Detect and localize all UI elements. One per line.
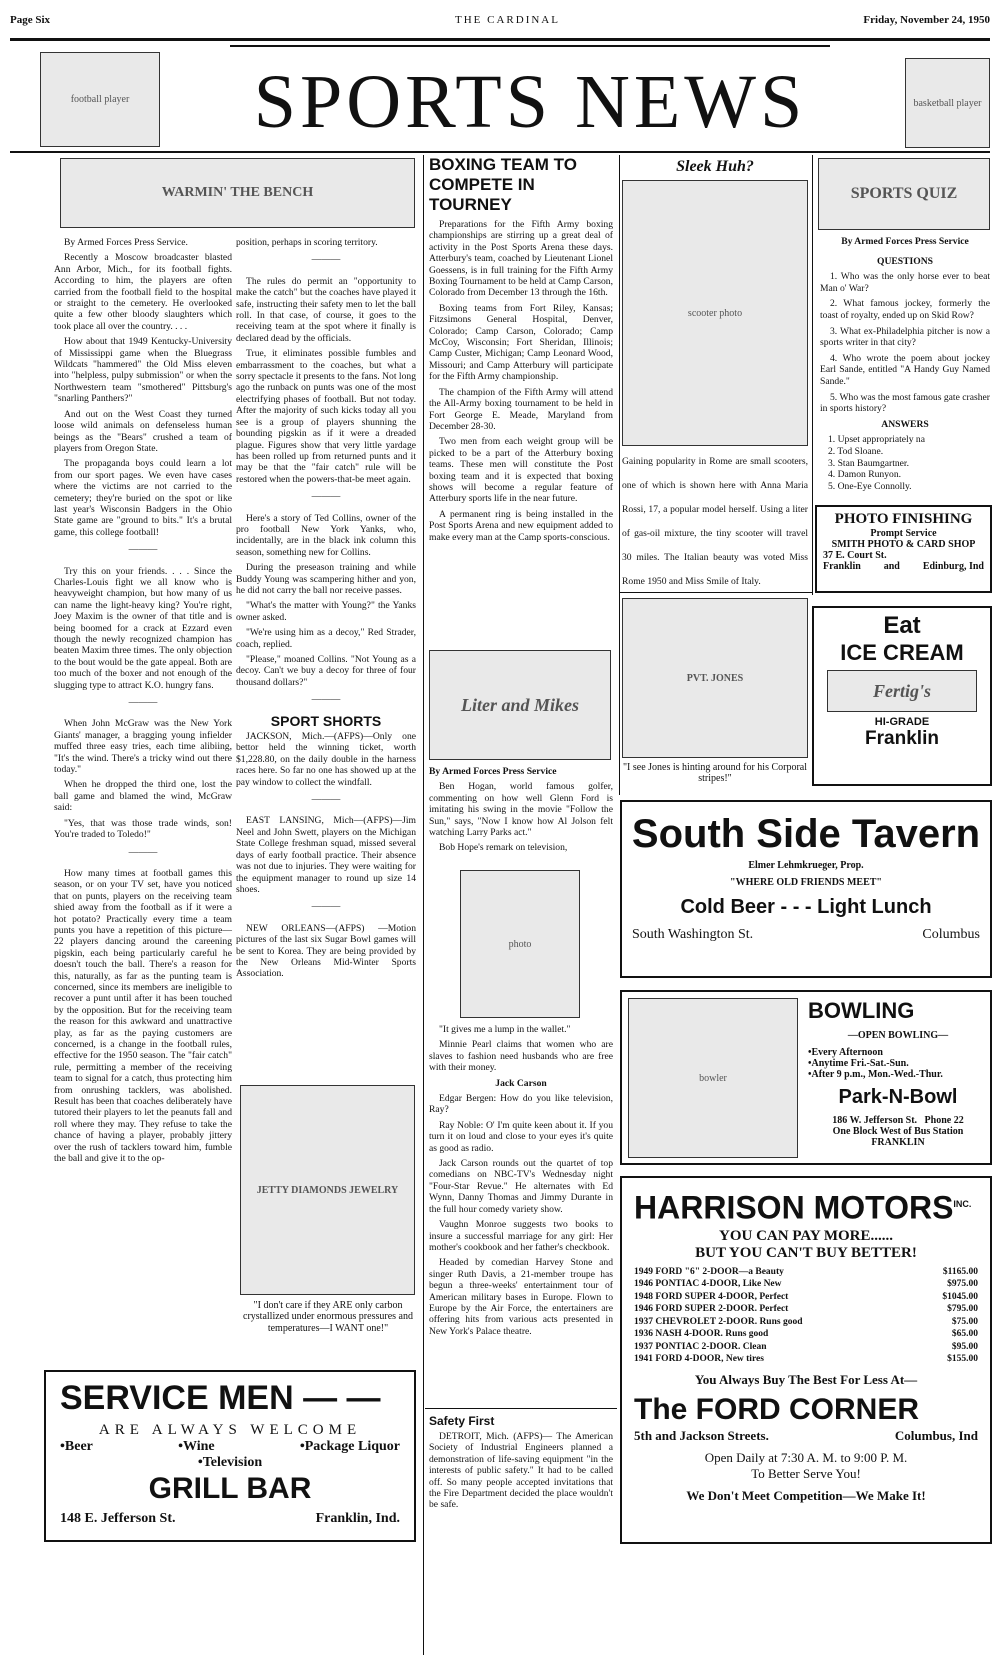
paragraph: Jack Carson rounds out the quartet of top comedians on NBC-TV's Wednesday night "Four-Star Revue." He alternates with Ed Wynn, Danny Thomas and Jimmy Durante in the full hour comedy variety show. (429, 1158, 613, 1215)
paragraph: "Yes, that was those trade winds, son! You're traded to Toledo!" (54, 817, 232, 841)
ad-line: Franklin (865, 728, 939, 749)
car-list (634, 1266, 978, 1366)
paragraph: "We're using him as a decoy," Red Strader, coach, replied. (236, 627, 416, 650)
paragraph: When he dropped the third one, lost the ball game and blamed the wind, McGraw said: (54, 779, 232, 814)
byline: By Armed Forces Press Service (429, 766, 557, 777)
pvt-jones-caption: "I see Jones is hinting around for his Corporal stripes!" (622, 762, 808, 785)
answers-heading: ANSWERS (881, 418, 929, 430)
paragraph: Minnie Pearl claims that women who are slaves to fashion need husbands who are free with their money. (429, 1039, 613, 1074)
banner-bottom-rule (10, 151, 990, 153)
safety-first-article (429, 1414, 613, 1515)
paragraph: Vaughn Monroe suggests two books to insure a successful marriage for any girl: Her mother's cookbook and her father's checkbook. (429, 1219, 613, 1253)
paragraph: By Armed Forces Press Service. (64, 237, 188, 248)
ad-line: ICE CREAM (840, 640, 964, 665)
answer: 4. Damon Runyon. (828, 469, 902, 481)
jack-carson-heading: Jack Carson (495, 1077, 547, 1089)
sleek-huh-title: Sleek Huh? (676, 158, 754, 175)
sleek-huh-caption: Gaining popularity in Rome are small scooters, one of which is shown here with Anna Maria Rossi, 17, a popular model herself. Using a liter of gas-oil mixture, the tiny scooter will travel 30 miles. The Italian beauty was voted Miss Rome 1950 and Miss Smile of Italy. (622, 456, 808, 587)
ad-line: Elmer Lehmkrueger, Prop. (748, 860, 864, 871)
paragraph: "Please," moaned Collins. "Not Young as a decoy. Can't we buy a decoy for three of four thousand dollars?" (236, 654, 416, 688)
face-photo: photo (460, 870, 580, 1018)
paragraph: The champion of the Fifth Army will attend the All-Army boxing tournament to be held in Fort George E. Meade, Maryland from December 28-30. (429, 386, 613, 432)
divider: ——— (311, 794, 341, 806)
paragraph: Here's a story of Ted Collins, owner of the pro football New York Yanks, who, incidentally, are in the black ink column this season, something new for Collins. (236, 512, 416, 558)
ad-and: and (883, 561, 900, 572)
paragraph: Bob Hope's remark on television, (439, 842, 568, 854)
section-rule (620, 592, 812, 593)
byline: By Armed Forces Press Service (841, 236, 969, 247)
car-price: $1165.00 (942, 1266, 978, 1277)
paper-name: THE CARDINAL (455, 14, 560, 26)
divider: ——— (128, 697, 158, 709)
car-name: 1941 FORD 4-DOOR, New tires (634, 1354, 764, 1365)
sport-shorts-heading: SPORT SHORTS (270, 712, 382, 729)
ad-line: One Block West of Bus Station (832, 1126, 964, 1137)
ad-items (60, 1439, 400, 1455)
paragraph: "What's the matter with Young?" the Yanks owner asked. (236, 600, 416, 623)
paragraph: Headed by comedian Harvey Stone and singer Ruth Davis, a 21-member troupe has begun a three-weeks' entertainment tour of American military bases in Europe. Flown to Europe by the Air Force, the entertainers are offering hits from various acts presented in New York's Palace theatre. (429, 1257, 613, 1337)
car-name: 1946 FORD SUPER 2-DOOR. Perfect (634, 1304, 789, 1315)
ad-title: SERVICE MEN — — (60, 1379, 381, 1417)
warmin-column-right (236, 237, 416, 984)
ad-line (823, 561, 984, 572)
paragraph: When John McGraw was the New York Giants' manager, a bragging young infielder muffed three easy tries, each time alibiing, "It's the wind. There's a tricky wind out there today." (54, 718, 232, 776)
football-player-image: football player (40, 52, 160, 147)
ad-city: Franklin (823, 561, 861, 572)
divider: ——— (311, 694, 341, 706)
ad-title-text: HARRISON MOTORS (634, 1189, 954, 1226)
ford-corner-title: The FORD CORNER (634, 1392, 919, 1426)
paragraph: position, perhaps in scoring territory. (236, 237, 378, 248)
ad-line: •Anytime Fri.-Sat.-Sun. (808, 1058, 909, 1069)
question: 5. Who was the most famous gate crasher in sports history? (820, 391, 990, 415)
car-name: 1949 FORD "6" 2-DOOR—a Beauty (634, 1266, 784, 1277)
ad-item: •Television (197, 1455, 263, 1470)
ad-line: YOU CAN PAY MORE...... (718, 1227, 894, 1244)
ad-line: SMITH PHOTO & CARD SHOP (831, 539, 976, 550)
ad-address (622, 919, 990, 943)
car-price: $95.00 (951, 1341, 978, 1352)
ice-cream-ad (812, 606, 992, 786)
liter-article-bottom (429, 1024, 613, 1341)
column-divider (423, 155, 424, 1655)
car-name: 1937 PONTIAC 2-DOOR. Clean (634, 1341, 767, 1352)
ad-name: GRILL BAR (148, 1472, 312, 1505)
ad-inc: INC. (953, 1199, 972, 1209)
paragraph: A permanent ring is being installed in the Post Sports Arena and new equipment added to make every man at the Camp sports-conscious. (429, 508, 613, 543)
car-name: 1946 PONTIAC 4-DOOR, Like New (634, 1279, 782, 1290)
column-divider (812, 155, 813, 595)
paragraph: True, it eliminates possible fumbles and embarrassment to the coaches, but what a sorry spectacle it presents to the fans. Not long ago the runback on punts was one of the most electrifying phases of football. But not today. After the majority of such kicks today all you see is a group of players shunning the bounding pigskin as if it were a dreaded plague. Figures show that very little yardage has been rolled up from returned punts and it may be that the "fair catch" rule will be restored when the powers-that-be meet again. (236, 348, 416, 485)
ad-name: Park-N-Bowl (838, 1086, 958, 1108)
ad-line: 37 E. Court St. (823, 550, 887, 561)
divider: ——— (311, 254, 341, 266)
ad-title (634, 1184, 978, 1228)
question: 2. What famous jockey, formerly the toast of royalty, ended up on Skid Row? (820, 298, 990, 321)
car-price: $75.00 (951, 1316, 978, 1327)
jetty-cartoon-caption: "I don't care if they ARE only carbon crystallized under enormous pressures and temperatures—I WANT one!" (243, 1300, 413, 1334)
section-banner: SPORTS NEWS (253, 60, 807, 144)
liter-article-top (429, 766, 613, 858)
car-row (634, 1328, 978, 1341)
scooter-photo: scooter photo (622, 180, 808, 446)
ad-title: PHOTO FINISHING (834, 511, 973, 527)
ad-city: Franklin, Ind. (315, 1511, 400, 1526)
page-number: Page Six (10, 14, 51, 26)
masthead (10, 14, 990, 34)
jetty-cartoon: JETTY DIAMONDS JEWELRY (240, 1085, 415, 1295)
car-price: $975.00 (947, 1279, 978, 1290)
ad-city: Edinburg, Ind (922, 561, 984, 572)
ad-street: 186 W. Jefferson St. (832, 1115, 918, 1126)
ad-address (60, 1511, 400, 1527)
sports-quiz-logo: SPORTS QUIZ (818, 158, 990, 230)
ad-line: You Always Buy The Best For Less At— (694, 1371, 918, 1387)
ad-street: 5th and Jackson Streets. (634, 1427, 769, 1443)
ad-line: BUT YOU CAN'T BUY BETTER! (695, 1244, 917, 1261)
ad-line: "WHERE OLD FRIENDS MEET" (730, 877, 882, 888)
divider: ——— (128, 544, 158, 556)
boxing-headline-1: BOXING TEAM TO (429, 155, 577, 174)
divider: ——— (311, 901, 341, 913)
bowler-image: bowler (628, 998, 798, 1158)
paragraph: Try this on your friends. . . . Since the Charles-Louis fight we all know who is heavyweight champion, but how many of us can name the light-heavy king? You're right, Joey Maxim is the owner of that title and is being boomed for a crack at Ezzard even though the newly recognized champion has beaten Maxim three times. The only objection to the bout would be the gate appeal. Both are too much of the boxer and not enough of the slugging type to attract K.O. hungry fans. (54, 565, 232, 691)
ad-item: •Package Liquor (299, 1439, 400, 1454)
ad-line: We Don't Meet Competition—We Make It! (686, 1487, 926, 1503)
answer: 1. Upset appropriately na (828, 434, 925, 446)
paragraph: Ben Hogan, world famous golfer, commenting on how well Glenn Ford is imitating his swing in the movie "Follow the Sun," says, "Now I know how Al Jolson felt watching Larry Parks act." (429, 781, 613, 839)
paragraph: Edgar Bergen: How do you like television, Ray? (429, 1093, 613, 1116)
banner-top-rule (230, 45, 830, 47)
ad-item: •Wine (178, 1439, 215, 1454)
section-rule (425, 1408, 617, 1409)
sports-quiz (820, 236, 990, 492)
car-row (634, 1291, 978, 1304)
bowling-details (808, 998, 988, 1148)
question: 3. What ex-Philadelphia pitcher is now a sports writer in that city? (820, 325, 990, 349)
issue-date: Friday, November 24, 1950 (863, 14, 990, 26)
car-name: 1936 NASH 4-DOOR. Runs good (634, 1329, 769, 1340)
divider: ——— (128, 846, 158, 858)
ad-line: To Better Serve You! (751, 1465, 861, 1481)
car-row (634, 1316, 978, 1329)
warmin-column-left (54, 237, 232, 1168)
ad-street: 148 E. Jefferson St. (60, 1511, 176, 1526)
basketball-player-image: basketball player (905, 58, 990, 148)
paragraph: The propaganda boys could learn a lot from our sport pages. We even have cases where the victims are not carried to the cemetery; they're buried on the spot or like last year's Wisconsin Badgers in the Ohio State game are "ground to bits." It's a brutal game, this college football! (54, 458, 232, 538)
car-row (634, 1353, 978, 1366)
ad-city: FRANKLIN (871, 1137, 925, 1148)
ad-line: Prompt Service (870, 528, 937, 539)
ad-street: South Washington St. (632, 927, 754, 942)
paragraph: JACKSON, Mich.—(AFPS)—Only one bettor held the winning ticket, worth $1,228.80, on the daily double in the harness races here. So far no one has showed up at the pay window to collect the windfall. (236, 731, 416, 788)
paragraph: And out on the West Coast they turned loose wild animals on defenseless human beings as the "Bears" crushed a team of players from Oregon State. (54, 408, 232, 454)
ad-title: South Side Tavern (631, 812, 981, 856)
ad-address (634, 1428, 978, 1444)
paragraph: The rules do permit an "opportunity to make the catch" but the coaches have played it safe, instructing their safety men to let the ball roll. In that case, of course, it goes to the receiving team at the spot where it finally is declared dead by the officials. (236, 275, 416, 344)
column-divider (619, 155, 620, 795)
ad-line: •After 9 p.m., Mon.-Wed.-Thur. (808, 1069, 943, 1080)
photo-finishing-ad (815, 505, 992, 593)
ad-line: Open Daily at 7:30 A. M. to 9:00 P. M. (704, 1449, 908, 1465)
paragraph: How about that 1949 Kentucky-University of Mississippi game when the Bluegrass Wildcats "hammered" the Old Miss eleven into "helpless, pulpy submission" or when the Northwestern team "smothered" Pittsburg's "snarling Panthers?" (54, 336, 232, 405)
question: 1. Who was the only horse ever to beat Man o' War? (820, 271, 990, 294)
liter-and-mikes-logo: Liter and Mikes (429, 650, 611, 760)
ad-line: Cold Beer - - - Light Lunch (680, 896, 932, 918)
divider: ——— (311, 491, 341, 503)
boxing-article (429, 155, 613, 547)
car-row (634, 1278, 978, 1291)
service-men-ad (44, 1370, 416, 1542)
ad-phone: Phone 22 (924, 1115, 964, 1126)
answer: 5. One-Eye Connolly. (828, 480, 912, 492)
paragraph: How many times at football games this season, or on your TV set, have you noticed that on punts, players on the receiving team shied away from the football as if it were a hot potato? Practically every time a team punts you have a repetition of this picture—22 players dancing around the careening pigskin, each being particularly careful he doesn't touch the ball. There's a reason for this, naturally, as far as the punting team is concerned, since its members are ineligible to recover a punt until after it has been touched by the opposition. But for the receiving team the reason for this awkward and unattractive play, as far as the paying customers are concerned, is a change in the football rules, effective for the 1950 season. The "fair catch" rule, permitting a member of the receiving team to signal for a catch, thus protecting him from onrushing tacklers, was abolished. Result has been that coaches deliberately have tutored their players to let the peanuts fall and roll where they may. They refuse to take the chance of having a player, probably jittery over the rush of tacklers toward him, fumble the ball and give it to the op- (54, 867, 232, 1165)
paragraph: Ray Noble: O' I'm quite keen about it. If you turn it on loud and close to your eyes it's quite as good as radio. (429, 1119, 613, 1154)
answer: 3. Stan Baumgartner. (828, 457, 909, 469)
ad-item: •Beer (60, 1439, 93, 1454)
pvt-jones-cartoon: PVT. JONES (622, 598, 808, 758)
safety-first-heading: Safety First (429, 1414, 495, 1428)
paragraph: NEW ORLEANS—(AFPS) —Motion pictures of the last six Sugar Bowl games will be sent to Korea. They are being provided by the New Orleans Mid-Winter Sports Association. (236, 922, 416, 980)
ad-line: •Every Afternoon (808, 1047, 883, 1058)
car-price: $155.00 (947, 1354, 978, 1365)
car-price: $65.00 (951, 1329, 978, 1340)
ad-title: BOWLING (808, 998, 915, 1023)
questions-heading: QUESTIONS (877, 255, 933, 267)
question: 4. Who wrote the poem about jockey Earl Sande, entitled "A Handy Guy Named Sande." (820, 352, 990, 387)
ad-line: HI-GRADE (874, 716, 930, 728)
car-row (634, 1266, 978, 1279)
ad-city: Columbus (922, 927, 980, 942)
harrison-motors-ad (620, 1176, 992, 1544)
masthead-rule (10, 38, 990, 41)
boxing-headline-2: COMPETE IN TOURNEY (429, 175, 535, 214)
ad-city: Columbus, Ind (894, 1427, 978, 1443)
car-name: 1937 CHEVROLET 2-DOOR. Runs good (634, 1316, 803, 1327)
paragraph: EAST LANSING, Mich—(AFPS)—Jim Neel and John Swett, players on the Michigan State College freshman squad, missed several days of early football practice. Their absence was not due to injuries. They were waiting for the equipment manager to round up size 14 shoes. (236, 815, 416, 895)
paragraph: During the preseason training and while Buddy Young was scampering hither and yon, he did not carry the ball nor receive passes. (236, 562, 416, 596)
ad-line: Eat (883, 612, 921, 639)
fertigs-logo: Fertig's (827, 670, 977, 712)
warmin-the-bench-logo: WARMIN' THE BENCH (60, 158, 415, 228)
answer: 2. Tod Sloane. (828, 445, 884, 457)
car-row (634, 1303, 978, 1316)
paragraph: Two men from each weight group will be picked to be a part of the Atterbury boxing teams. These men will constitute the Post boxing team and it is expected that boxing shows will become a regular feature of Atterbury sports life in the near future. (429, 436, 613, 505)
car-price: $1045.00 (942, 1291, 978, 1302)
paragraph: Boxing teams from Fort Riley, Kansas; Fitzsimons General Hospital, Denver, Colorado; Camp Carson, Colorado; Camp McCoy, Wisconsin; Fort Sheridan, Illinois; Camp Custer, Michigan; Camp Leonard Wood, Missouri; and Camp Atterbury will participate for the Fifth Army championship. (429, 302, 613, 383)
paragraph: DETROIT, Mich. (AFPS)— The American Society of Industrial Engineers planned a demonstration of life-saving equipment "in the interests of public safety." It had to be called off. So many people accepted invitations that the Fire Department decided the place wouldn't be safe. (429, 1431, 613, 1511)
south-side-tavern-ad (620, 800, 992, 978)
bowling-ad (620, 990, 992, 1165)
paragraph: Recently a Moscow broadcaster blasted Ann Arbor, Mich., for its football fights. According to him, the players are often carried from the football field to the hospital or straight to the cemetery. He overlooked quite a few other bloody slaughters which took place all over the country. . . . (54, 252, 232, 332)
ad-line: ARE ALWAYS WELCOME (98, 1422, 362, 1438)
car-row (634, 1341, 978, 1354)
ad-line: —OPEN BOWLING— (847, 1030, 949, 1041)
car-price: $795.00 (947, 1304, 978, 1315)
paragraph: Preparations for the Fifth Army boxing championships are stirring up a great deal of activity in the Post Sports Arena these days. Atterbury's team, coached by Lieutenant Lionel Goessens, is in full training for the Fifth Army Boxing Tournament to be held at Camp Carson, Colorado from December 13 through the 16th. (429, 219, 613, 299)
car-name: 1948 FORD SUPER 4-DOOR, Perfect (634, 1291, 789, 1302)
paragraph: "It gives me a lump in the wallet." (439, 1024, 571, 1035)
